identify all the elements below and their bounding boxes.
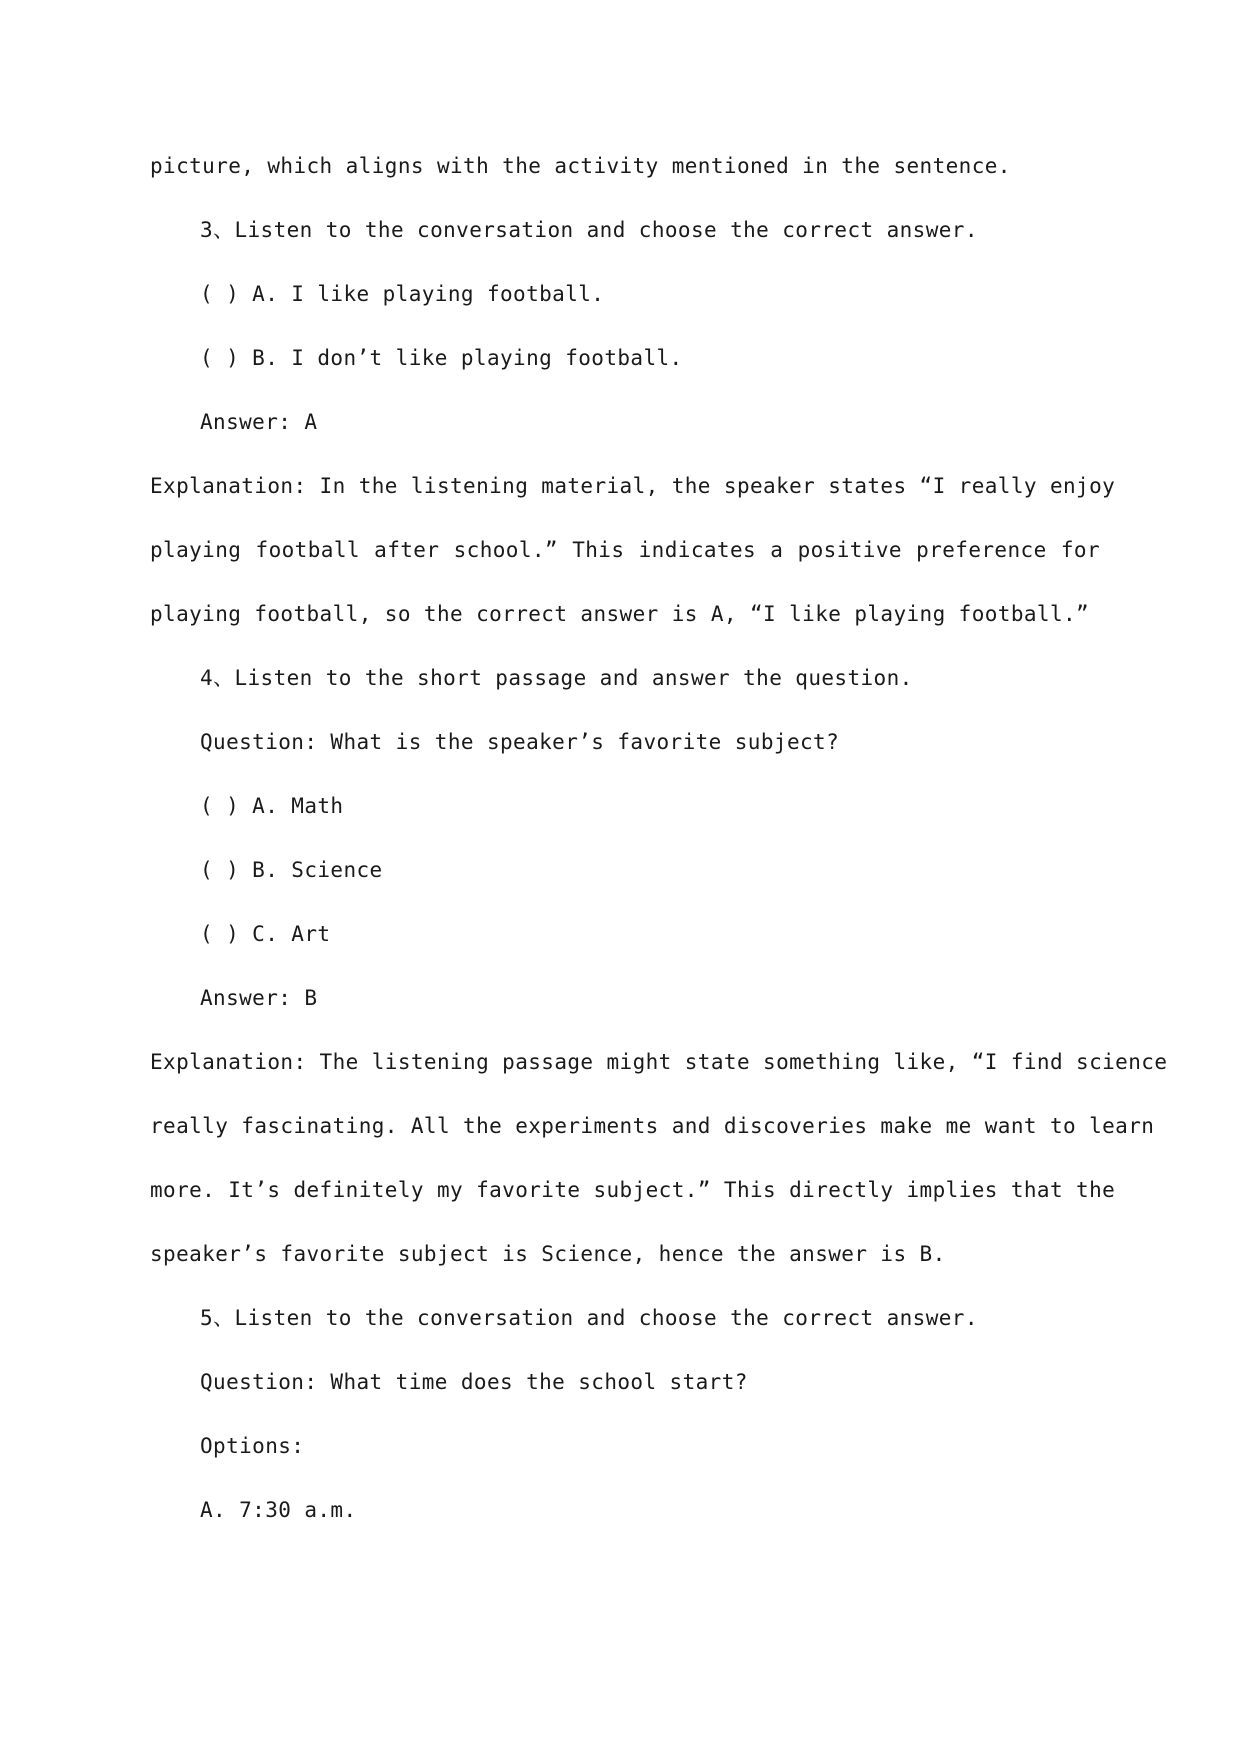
q4-option-c: ( ) C. Art xyxy=(200,922,331,946)
q4-prompt: 4、Listen to the short passage and answer the question. xyxy=(200,666,913,690)
q4-question: Question: What is the speaker’s favorite subject? xyxy=(200,730,840,754)
q4-explanation-line-3: more. It’s definitely my favorite subject.” This directly implies that the xyxy=(150,1178,1116,1202)
q4-option-b: ( ) B. Science xyxy=(200,858,383,882)
q5-prompt: 5、Listen to the conversation and choose the correct answer. xyxy=(200,1306,978,1330)
q5-options-label: Options: xyxy=(200,1434,305,1458)
q4-explanation-line-1: Explanation: The listening passage might state something like, “I find science xyxy=(150,1050,1168,1074)
q3-option-b: ( ) B. I don’t like playing football. xyxy=(200,346,683,370)
q4-explanation-line-4: speaker’s favorite subject is Science, hence the answer is B. xyxy=(150,1242,946,1266)
q3-explanation-line-1: Explanation: In the listening material, the speaker states “I really enjoy xyxy=(150,474,1116,498)
q5-question: Question: What time does the school start? xyxy=(200,1370,748,1394)
q3-explanation-line-3: playing football, so the correct answer is A, “I like playing football.” xyxy=(150,602,1090,626)
q4-explanation-line-2: really fascinating. All the experiments and discoveries make me want to learn xyxy=(150,1114,1155,1138)
q3-answer: Answer: A xyxy=(200,410,318,434)
q4-option-a: ( ) A. Math xyxy=(200,794,344,818)
q3-explanation-line-2: playing football after school.” This indicates a positive preference for xyxy=(150,538,1100,562)
q5-option-a: A. 7:30 a.m. xyxy=(200,1498,357,1522)
q3-option-a: ( ) A. I like playing football. xyxy=(200,282,605,306)
q3-prompt: 3、Listen to the conversation and choose the correct answer. xyxy=(200,218,978,242)
intro-tail-text: picture, which aligns with the activity mentioned in the sentence. xyxy=(150,154,1011,178)
q4-answer: Answer: B xyxy=(200,986,318,1010)
